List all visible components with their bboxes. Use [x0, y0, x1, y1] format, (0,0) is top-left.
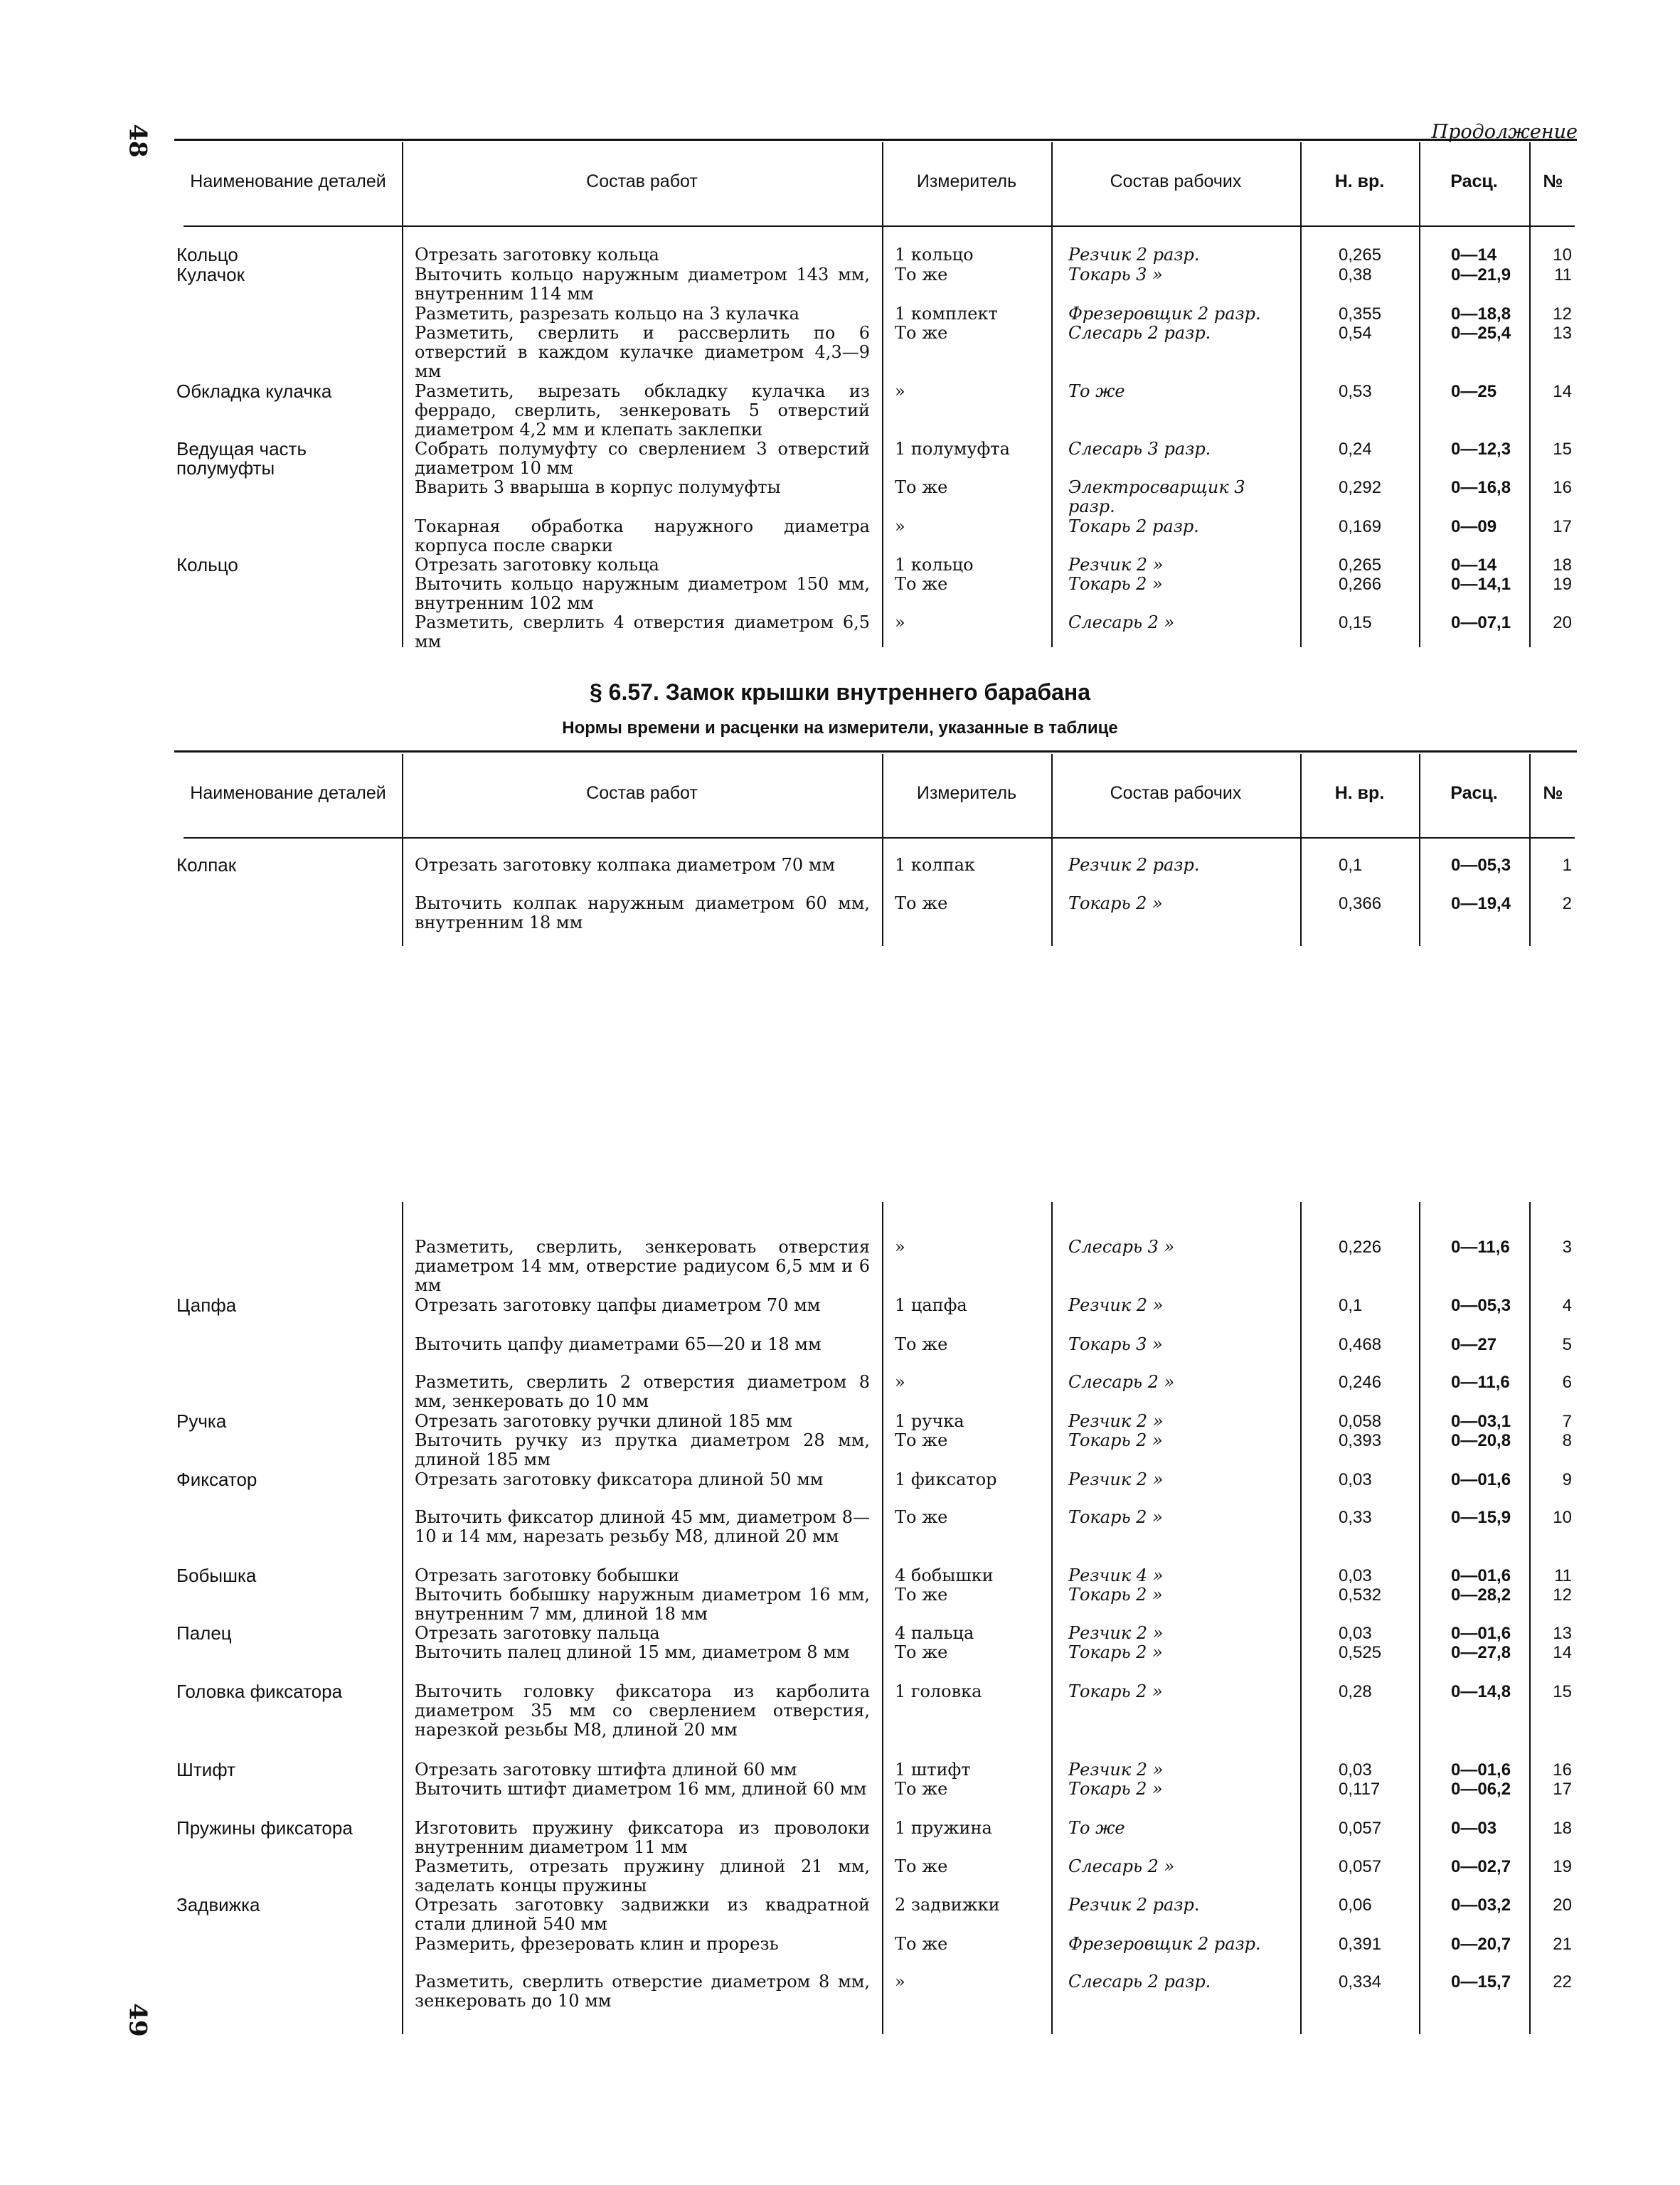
table3-row-18-crew: Резчик 2 разр. [1068, 1895, 1200, 1915]
table1-row-5-nvr: 0,53 [1339, 382, 1372, 401]
table1-row-2-meas: То же [895, 265, 948, 285]
table3-row-9-rate: 0—01,6 [1451, 1566, 1511, 1585]
table3-row-20-rate: 0—15,7 [1451, 1972, 1511, 1992]
table1-row-11-no: 20 [1553, 613, 1572, 632]
table3-row-1-crew: Слесарь 3 » [1068, 1237, 1175, 1257]
table2-header-2: Измеритель [916, 783, 1017, 804]
table3-row-18-no: 20 [1553, 1896, 1572, 1915]
table1-row-2-rate: 0—21,9 [1451, 265, 1511, 285]
table3-column-divider [1529, 1202, 1531, 2034]
table3-row-13-crew: Токарь 2 » [1068, 1681, 1163, 1701]
table1-column-divider [1051, 142, 1053, 647]
table3-column-divider [1419, 1202, 1420, 2034]
table3-row-16-work: Изготовить пружину фиксатора из проволоки внутренним диаметром 11 мм [415, 1818, 870, 1857]
table3-row-9-name: Бобышка [176, 1565, 257, 1586]
table3-row-2-crew: Резчик 2 » [1068, 1295, 1164, 1315]
table1-row-1-rate: 0—14 [1451, 245, 1497, 265]
table3-row-19-meas: То же [895, 1934, 948, 1954]
table3-row-16-name: Пружины фиксатора [176, 1817, 353, 1839]
table3-row-14-nvr: 0,03 [1339, 1760, 1372, 1780]
table3-row-15-meas: То же [895, 1779, 948, 1799]
table3-row-16-rate: 0—03 [1451, 1819, 1497, 1838]
section-subtitle: Нормы времени и расценки на измерители, указанные в таблице [562, 718, 1118, 738]
table3-row-12-work: Выточить палец длиной 15 мм, диаметром 8 мм [415, 1642, 850, 1662]
table3-row-5-rate: 0—03,1 [1451, 1412, 1511, 1431]
table2-column-divider [402, 754, 403, 946]
table2-column-divider [1419, 754, 1420, 946]
table3-row-2-nvr: 0,1 [1339, 1296, 1363, 1315]
table1-row-9-name: Кольцо [176, 554, 238, 575]
table3-row-6-crew: Токарь 2 » [1068, 1430, 1163, 1450]
table3-row-14-work: Отрезать заготовку штифта длиной 60 мм [415, 1760, 797, 1780]
table3-row-10-rate: 0—28,2 [1451, 1585, 1511, 1605]
table1-row-4-no: 13 [1553, 324, 1572, 343]
table2-row-2-crew: Токарь 2 » [1068, 893, 1163, 913]
table1-row-11-work: Разметить, сверлить 4 отверстия диаметром 6,5 мм [415, 612, 870, 652]
table3-row-20-crew: Слесарь 2 разр. [1068, 1972, 1211, 1992]
table1-row-9-nvr: 0,265 [1339, 555, 1382, 575]
table1-row-5-meas: » [895, 381, 905, 401]
table1-row-1-work: Отрезать заготовку кольца [415, 245, 659, 265]
table3-row-17-crew: Слесарь 2 » [1068, 1856, 1175, 1876]
table2-row-2-nvr: 0,366 [1339, 894, 1382, 913]
table3-row-10-no: 12 [1553, 1585, 1572, 1605]
table1-row-2-nvr: 0,38 [1339, 265, 1372, 285]
table3-row-13-rate: 0—14,8 [1451, 1682, 1511, 1701]
table3-row-15-no: 17 [1553, 1780, 1572, 1799]
table3-row-17-work: Разметить, отрезать пружину длиной 21 мм, заделать концы пружины [415, 1856, 870, 1896]
table1-row-5-name: Обкладка кулачка [176, 381, 332, 402]
table3-row-17-nvr: 0,057 [1339, 1857, 1382, 1876]
table1-row-6-rate: 0—12,3 [1451, 440, 1511, 459]
table3-row-5-name: Ручка [176, 1410, 227, 1432]
table2-column-divider [1051, 754, 1053, 946]
table3-column-divider [1051, 1202, 1053, 2034]
table1-row-6-crew: Слесарь 3 разр. [1068, 439, 1211, 459]
table3-row-11-name: Палец [176, 1622, 232, 1644]
table3-column-divider [1300, 1202, 1302, 2034]
table2-column-divider [1300, 754, 1302, 946]
table1-header-4: Н. вр. [1334, 171, 1385, 192]
table1-row-6-no: 15 [1553, 440, 1572, 459]
table3-row-11-crew: Резчик 2 » [1068, 1623, 1164, 1643]
table3-row-2-no: 4 [1562, 1296, 1572, 1315]
table2-header-6: № [1543, 783, 1563, 804]
table3-row-19-no: 21 [1553, 1935, 1572, 1954]
table2-header-1: Состав работ [586, 783, 698, 804]
table3-row-8-no: 10 [1553, 1508, 1572, 1527]
table3-row-8-rate: 0—15,9 [1451, 1508, 1511, 1527]
table1-row-1-name: Кольцо [176, 244, 238, 265]
table3-row-5-work: Отрезать заготовку ручки длиной 185 мм [415, 1411, 793, 1431]
table3-row-4-no: 6 [1562, 1373, 1572, 1392]
table1-row-10-work: Выточить кольцо наружным диаметром 150 мм, внутренним 102 мм [415, 574, 870, 613]
table1-row-3-rate: 0—18,8 [1451, 304, 1511, 324]
table1-row-11-meas: » [895, 612, 905, 632]
table3-row-19-crew: Фрезеровщик 2 разр. [1068, 1934, 1261, 1954]
table3-row-15-work: Выточить штифт диаметром 16 мм, длиной 60 мм [415, 1779, 867, 1799]
table3-row-4-work: Разметить, сверлить 2 отверстия диаметром 8 мм, зенкеровать до 10 мм [415, 1372, 870, 1411]
table1-row-7-work: Вварить 3 вварыша в корпус полумуфты [415, 477, 781, 497]
table1-row-6-name: Ведущая часть полумуфты [176, 438, 307, 479]
table3-row-16-crew: То же [1068, 1818, 1125, 1838]
section-title: § 6.57. Замок крышки внутреннего барабана [589, 679, 1091, 705]
table3-row-14-name: Штифт [176, 1759, 235, 1780]
table3-row-11-work: Отрезать заготовку пальца [415, 1623, 660, 1643]
table2-row-2-meas: То же [895, 893, 948, 913]
table1-row-3-meas: 1 комплект [895, 304, 998, 324]
table3-row-13-work: Выточить головку фиксатора из карболита диаметром 35 мм со сверлением отверстия, нарезкой резьбы М8, длиной 20 мм [415, 1681, 870, 1740]
table1-row-11-rate: 0—07,1 [1451, 613, 1511, 632]
table1-row-3-nvr: 0,355 [1339, 304, 1382, 324]
table1-row-5-crew: То же [1068, 381, 1125, 401]
table3-row-14-meas: 1 штифт [895, 1760, 971, 1780]
table1-row-5-rate: 0—25 [1451, 382, 1497, 401]
table1-row-7-crew: Электросварщик 3 разр. [1068, 477, 1245, 516]
table3-row-12-no: 14 [1553, 1643, 1572, 1662]
table3-row-17-no: 19 [1553, 1857, 1572, 1876]
table1-column-divider [1529, 142, 1531, 647]
table3-row-18-work: Отрезать заготовку задвижки из квадратной стали длиной 540 мм [415, 1895, 870, 1934]
table1-column-divider [402, 142, 403, 647]
table3-row-6-rate: 0—20,8 [1451, 1431, 1511, 1450]
table3-row-18-rate: 0—03,2 [1451, 1896, 1511, 1915]
table1-header-5: Расц. [1450, 171, 1498, 192]
table3-row-17-meas: То же [895, 1856, 948, 1876]
table3-row-12-meas: То же [895, 1642, 948, 1662]
table1-row-3-crew: Фрезеровщик 2 разр. [1068, 304, 1261, 324]
table3-row-7-rate: 0—01,6 [1451, 1470, 1511, 1489]
table3-row-3-work: Выточить цапфу диаметрами 65—20 и 18 мм [415, 1334, 822, 1354]
table1-row-8-crew: Токарь 2 разр. [1068, 516, 1199, 536]
table2-header-5: Расц. [1450, 783, 1498, 804]
table1-header-2: Измеритель [916, 171, 1017, 192]
table3-row-9-no: 11 [1554, 1566, 1572, 1585]
table3-row-1-nvr: 0,226 [1339, 1238, 1382, 1257]
table3-row-18-name: Задвижка [176, 1894, 260, 1915]
table3-row-16-nvr: 0,057 [1339, 1819, 1382, 1838]
table3-row-12-crew: Токарь 2 » [1068, 1642, 1163, 1662]
table3-row-5-nvr: 0,058 [1339, 1412, 1382, 1431]
table3-row-15-crew: Токарь 2 » [1068, 1779, 1163, 1799]
table3-row-3-meas: То же [895, 1334, 948, 1354]
table1-row-10-no: 19 [1553, 575, 1572, 594]
table1-header-6: № [1543, 171, 1563, 192]
table2-row-1-rate: 0—05,3 [1451, 856, 1511, 875]
table3-row-11-nvr: 0,03 [1339, 1624, 1372, 1643]
table2-header-0: Наименование деталей [190, 783, 386, 804]
table1-row-7-no: 16 [1553, 478, 1572, 497]
table3-row-3-rate: 0—27 [1451, 1335, 1497, 1354]
table1-row-4-crew: Слесарь 2 разр. [1068, 323, 1211, 343]
table3-row-5-meas: 1 ручка [895, 1411, 964, 1431]
table3-row-13-name: Головка фиксатора [176, 1681, 343, 1702]
table1-header-1: Состав работ [586, 171, 698, 192]
table1-row-2-crew: Токарь 3 » [1068, 265, 1163, 285]
table1-row-1-no: 10 [1553, 245, 1572, 265]
table3-row-9-nvr: 0,03 [1339, 1566, 1372, 1585]
table1-row-9-meas: 1 кольцо [895, 555, 974, 575]
table3-row-14-crew: Резчик 2 » [1068, 1760, 1164, 1780]
table3-row-3-nvr: 0,468 [1339, 1335, 1382, 1354]
table3-row-8-crew: Токарь 2 » [1068, 1507, 1163, 1527]
table1-row-8-work: Токарная обработка наружного диаметра корпуса после сварки [415, 516, 870, 555]
table2-header-4: Н. вр. [1334, 783, 1385, 804]
table1-row-9-work: Отрезать заготовку кольца [415, 555, 659, 575]
table2-row-1-no: 1 [1562, 856, 1572, 875]
table1-row-9-rate: 0—14 [1451, 555, 1497, 575]
table3-row-8-work: Выточить фиксатор длиной 45 мм, диаметром 8—10 и 14 мм, нарезать резьбу М8, длиной 20 мм [415, 1507, 870, 1546]
table3-row-10-meas: То же [895, 1585, 948, 1605]
table1-row-3-work: Разметить, разрезать кольцо на 3 кулачка [415, 304, 799, 324]
table1-row-4-rate: 0—25,4 [1451, 324, 1511, 343]
table3-row-10-crew: Токарь 2 » [1068, 1585, 1163, 1605]
table3-row-6-no: 8 [1562, 1431, 1572, 1450]
table1-row-6-meas: 1 полумуфта [895, 439, 1010, 459]
table3-row-3-no: 5 [1562, 1335, 1572, 1354]
table3-row-7-name: Фиксатор [176, 1469, 257, 1490]
table3-row-12-nvr: 0,525 [1339, 1643, 1382, 1662]
page-number-top: 48 [123, 124, 152, 158]
table1-column-divider [1419, 142, 1420, 647]
table3-row-10-nvr: 0,532 [1339, 1585, 1382, 1605]
table3-row-20-work: Разметить, сверлить отверстие диаметром 8 мм, зенкеровать до 10 мм [415, 1972, 870, 2011]
table1-row-7-meas: То же [895, 477, 948, 497]
table3-row-7-crew: Резчик 2 » [1068, 1469, 1164, 1489]
table1-row-6-work: Собрать полумуфту со сверлением 3 отверстий диаметром 10 мм [415, 439, 870, 478]
table1-row-5-no: 14 [1553, 382, 1572, 401]
table3-row-9-meas: 4 бобышки [895, 1565, 994, 1585]
table1-header-bottom-rule [184, 225, 1575, 227]
table3-row-4-rate: 0—11,6 [1451, 1373, 1510, 1392]
table3-row-3-crew: Токарь 3 » [1068, 1334, 1163, 1354]
table3-row-1-meas: » [895, 1237, 905, 1257]
table1-row-8-rate: 0—09 [1451, 517, 1497, 536]
table3-row-9-crew: Резчик 4 » [1068, 1565, 1164, 1585]
table3-row-2-rate: 0—05,3 [1451, 1296, 1511, 1315]
table3-row-14-no: 16 [1553, 1760, 1572, 1780]
table1-row-10-nvr: 0,266 [1339, 575, 1382, 594]
table3-row-17-rate: 0—02,7 [1451, 1857, 1511, 1876]
table3-row-6-nvr: 0,393 [1339, 1431, 1382, 1450]
table1-row-4-nvr: 0,54 [1339, 324, 1372, 343]
table3-row-7-no: 9 [1562, 1470, 1572, 1489]
table3-row-7-meas: 1 фиксатор [895, 1469, 997, 1489]
table1-row-2-work: Выточить кольцо наружным диаметром 143 мм, внутренним 114 мм [415, 265, 870, 304]
table3-row-20-meas: » [895, 1972, 905, 1992]
table3-row-9-work: Отрезать заготовку бобышки [415, 1565, 680, 1585]
table1-row-10-rate: 0—14,1 [1451, 575, 1511, 594]
table3-row-1-work: Разметить, сверлить, зенкеровать отверстия диаметром 14 мм, отверстие радиусом 6,5 мм и 6 мм [415, 1237, 870, 1295]
table2-row-1-nvr: 0,1 [1339, 856, 1363, 875]
table3-row-4-meas: » [895, 1372, 905, 1392]
table3-row-8-meas: То же [895, 1507, 948, 1527]
table1-row-4-work: Разметить, сверлить и рассверлить по 6 отверстий в каждом кулачке диаметром 4,3—9 мм [415, 323, 870, 381]
table3-row-6-work: Выточить ручку из прутка диаметром 28 мм, длиной 185 мм [415, 1430, 870, 1469]
table1-row-1-crew: Резчик 2 разр. [1068, 245, 1200, 265]
table1-column-divider [1300, 142, 1302, 647]
table3-row-1-rate: 0—11,6 [1451, 1238, 1510, 1257]
table2-row-2-rate: 0—19,4 [1451, 894, 1511, 913]
table1-row-7-rate: 0—16,8 [1451, 478, 1511, 497]
table3-row-19-nvr: 0,391 [1339, 1935, 1382, 1954]
table2-row-1-work: Отрезать заготовку колпака диаметром 70 мм [415, 855, 836, 875]
table3-row-11-meas: 4 пальца [895, 1623, 974, 1643]
table3-row-19-work: Размерить, фрезеровать клин и прорезь [415, 1934, 779, 1954]
table2-column-divider [1529, 754, 1531, 946]
table1-row-3-no: 12 [1553, 304, 1572, 324]
table3-row-18-meas: 2 задвижки [895, 1895, 1000, 1915]
table3-row-11-no: 13 [1553, 1624, 1572, 1643]
table1-row-2-no: 11 [1554, 265, 1572, 285]
table3-row-2-work: Отрезать заготовку цапфы диаметром 70 мм [415, 1295, 821, 1315]
table3-row-11-rate: 0—01,6 [1451, 1624, 1511, 1643]
table1-row-8-meas: » [895, 516, 905, 536]
table1-row-11-crew: Слесарь 2 » [1068, 612, 1175, 632]
table1-row-1-meas: 1 кольцо [895, 245, 974, 265]
table1-row-6-nvr: 0,24 [1339, 440, 1372, 459]
table1-row-7-nvr: 0,292 [1339, 478, 1382, 497]
table3-row-6-meas: То же [895, 1430, 948, 1450]
table3-row-18-nvr: 0,06 [1339, 1896, 1372, 1915]
continuation-label: Продолжение [1431, 121, 1578, 143]
table3-row-5-no: 7 [1562, 1412, 1572, 1431]
table1-header-0: Наименование деталей [190, 171, 386, 192]
table1-column-divider [882, 142, 883, 647]
table3-row-15-rate: 0—06,2 [1451, 1780, 1511, 1799]
table3-row-1-no: 3 [1562, 1238, 1572, 1257]
table3-row-4-crew: Слесарь 2 » [1068, 1372, 1175, 1392]
table1-row-9-no: 18 [1553, 555, 1572, 575]
table3-row-16-meas: 1 пружина [895, 1818, 992, 1838]
table3-row-4-nvr: 0,246 [1339, 1373, 1382, 1392]
table3-row-19-rate: 0—20,7 [1451, 1935, 1511, 1954]
table3-row-13-no: 15 [1553, 1682, 1572, 1701]
table3-row-10-work: Выточить бобышку наружным диаметром 16 мм, внутренним 7 мм, длиной 18 мм [415, 1585, 870, 1624]
table3-row-15-nvr: 0,117 [1339, 1780, 1381, 1799]
table2-row-2-no: 2 [1562, 894, 1572, 913]
table3-row-13-nvr: 0,28 [1339, 1682, 1372, 1701]
table3-column-divider [402, 1202, 403, 2034]
table3-row-2-meas: 1 цапфа [895, 1295, 967, 1315]
table2-header-3: Состав рабочих [1110, 783, 1242, 804]
table3-row-5-crew: Резчик 2 » [1068, 1411, 1164, 1431]
table1-row-8-nvr: 0,169 [1339, 517, 1382, 536]
table2-header-bottom-rule [184, 837, 1575, 839]
table1-row-10-crew: Токарь 2 » [1068, 574, 1163, 594]
table2-row-1-name: Колпак [176, 854, 237, 876]
table2-row-1-crew: Резчик 2 разр. [1068, 855, 1200, 875]
table1-row-10-meas: То же [895, 574, 948, 594]
table3-row-2-name: Цапфа [176, 1294, 237, 1316]
table3-row-20-nvr: 0,334 [1339, 1972, 1382, 1992]
table3-row-12-rate: 0—27,8 [1451, 1643, 1511, 1662]
table1-header-3: Состав рабочих [1110, 171, 1242, 192]
table3-row-7-nvr: 0,03 [1339, 1470, 1372, 1489]
table3-row-20-no: 22 [1553, 1972, 1572, 1992]
table3-row-14-rate: 0—01,6 [1451, 1760, 1511, 1780]
table1-row-5-work: Разметить, вырезать обкладку кулачка из феррадо, сверлить, зенкеровать 5 отверстий диаметром 4,2 мм и клепать заклепки [415, 381, 870, 440]
table3-column-divider [882, 1202, 883, 2034]
page-number-bottom: 49 [123, 2003, 152, 2037]
table3-row-7-work: Отрезать заготовку фиксатора длиной 50 мм [415, 1469, 824, 1489]
table2-column-divider [882, 754, 883, 946]
table2-row-2-work: Выточить колпак наружным диаметром 60 мм, внутренним 18 мм [415, 893, 870, 932]
table3-row-8-nvr: 0,33 [1339, 1508, 1372, 1527]
table1-row-11-nvr: 0,15 [1339, 613, 1372, 632]
table2-row-1-meas: 1 колпак [895, 855, 975, 875]
table1-row-1-nvr: 0,265 [1339, 245, 1382, 265]
table1-row-8-no: 17 [1553, 517, 1572, 536]
table1-row-2-name: Кулачок [176, 264, 245, 285]
table3-row-16-no: 18 [1553, 1819, 1572, 1838]
table1-row-4-meas: То же [895, 323, 948, 343]
table3-row-13-meas: 1 головка [895, 1681, 982, 1701]
table1-row-9-crew: Резчик 2 » [1068, 555, 1164, 575]
